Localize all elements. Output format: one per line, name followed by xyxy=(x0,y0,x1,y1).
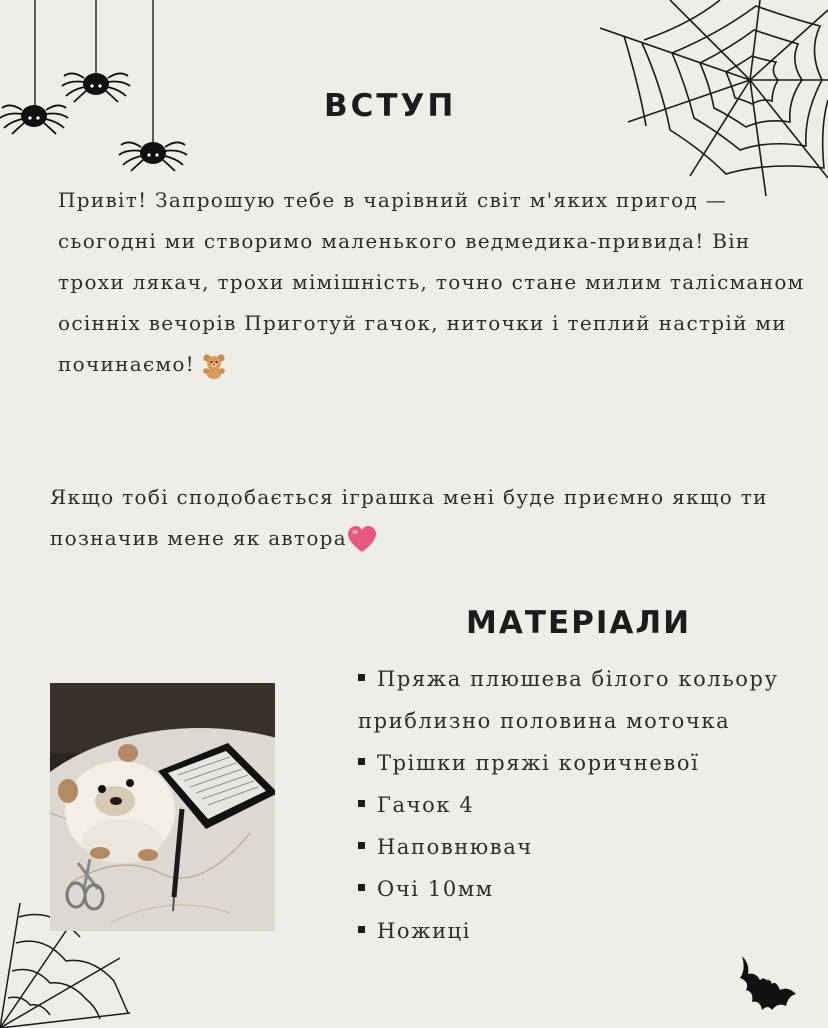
materials-item-text: Очі 10мм xyxy=(377,877,494,901)
author-note-last-line xyxy=(50,518,768,559)
intro-paragraph xyxy=(58,180,805,385)
materials-item xyxy=(358,658,779,700)
author-note-line: Якщо тобі сподобається іграшка мені буде приємно якщо ти xyxy=(50,485,768,509)
spider-icon xyxy=(0,105,68,134)
spider-web-icon xyxy=(600,0,828,200)
intro-last-line xyxy=(58,344,805,385)
intro-line: сьогодні ми створимо маленького ведмедика-привида! Він xyxy=(58,229,751,253)
materials-item xyxy=(358,826,779,868)
bullet-icon xyxy=(358,674,365,681)
intro-line: Привіт! Запрошую тебе в чарівний світ м'яких пригод — xyxy=(58,188,728,212)
intro-line: трохи лякач, трохи мімішність, точно стане милим талісманом xyxy=(58,270,805,294)
author-note-line: позначив мене як автора xyxy=(50,526,348,550)
bullet-icon xyxy=(358,758,365,765)
bullet-icon xyxy=(358,800,365,807)
materials-item-text: приблизно половина моточка xyxy=(358,709,731,733)
teddy-bear-icon xyxy=(201,353,227,379)
materials-item xyxy=(358,784,779,826)
author-note xyxy=(50,477,768,559)
materials-item xyxy=(358,742,779,784)
bullet-icon xyxy=(358,842,365,849)
section-heading-materials: МАТЕРІАЛИ xyxy=(466,605,692,641)
pink-heart-icon xyxy=(347,526,377,554)
toy-photo xyxy=(50,683,275,931)
bullet-icon xyxy=(358,926,365,933)
intro-line: осінніх вечорів Приготуй гачок, ниточки і теплий настрій ми xyxy=(58,311,787,335)
materials-item-text: Гачок 4 xyxy=(377,793,475,817)
section-heading-intro: ВСТУП xyxy=(324,88,457,124)
spider-icon xyxy=(119,142,187,171)
bat-icon xyxy=(736,954,804,1018)
materials-item xyxy=(358,910,779,952)
spider-icon xyxy=(62,73,130,102)
materials-item-text: Пряжа плюшева білого кольору xyxy=(377,667,779,691)
hanging-spiders-decoration xyxy=(0,0,200,180)
materials-item xyxy=(358,868,779,910)
bullet-icon xyxy=(358,884,365,891)
materials-item-text: Наповнювач xyxy=(377,835,533,859)
materials-list xyxy=(358,658,779,952)
intro-line: починаємо! xyxy=(58,352,196,376)
materials-item-text: Ножиці xyxy=(377,919,472,943)
materials-item-continuation xyxy=(358,700,779,742)
materials-item-text: Трішки пряжі коричневої xyxy=(377,751,700,775)
